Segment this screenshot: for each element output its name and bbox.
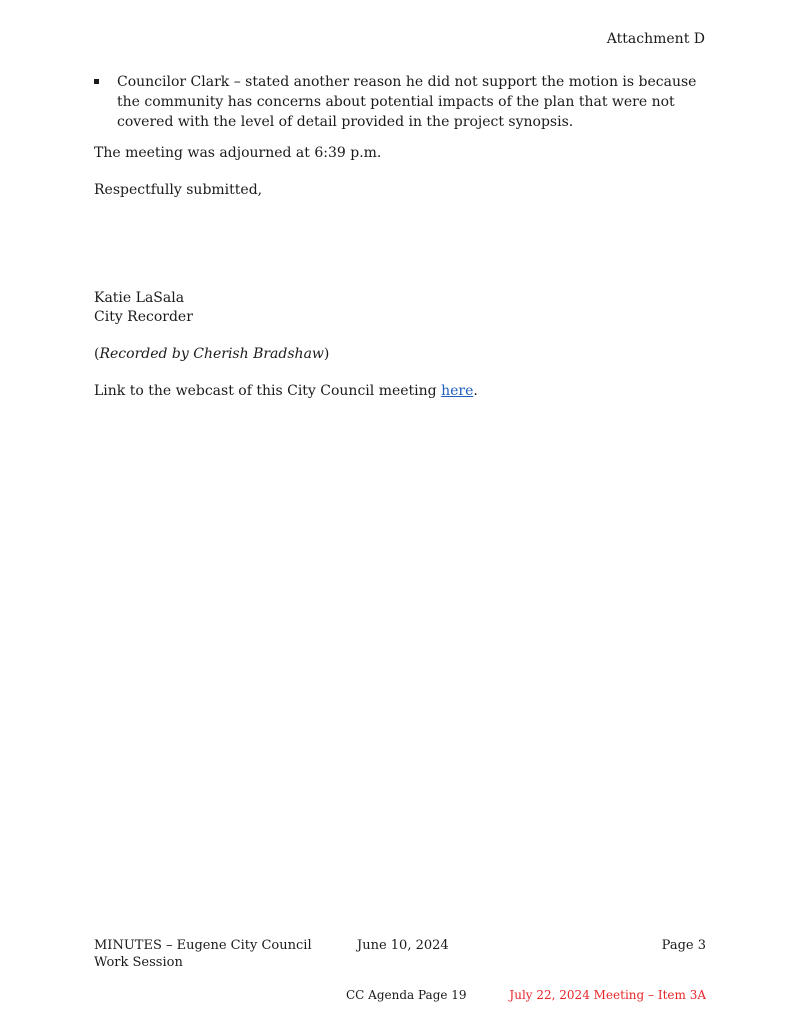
webcast-prefix: Link to the webcast of this City Council meeting bbox=[94, 383, 442, 399]
bullet-list bbox=[94, 72, 714, 132]
square-bullet-icon bbox=[94, 79, 99, 84]
footer-date: June 10, 2024 bbox=[357, 938, 449, 953]
meeting-item-label: July 22, 2024 Meeting – Item 3A bbox=[509, 988, 706, 1002]
signer-name: Katie LaSala bbox=[94, 290, 185, 306]
webcast-line bbox=[94, 381, 714, 401]
footer-title-line2: Work Session bbox=[94, 955, 183, 970]
webcast-suffix: . bbox=[473, 383, 478, 399]
webcast-link[interactable]: here bbox=[441, 383, 474, 399]
attachment-label: Attachment D bbox=[606, 31, 705, 47]
recorded-open-paren: ( bbox=[94, 346, 100, 362]
recorded-by-text: Recorded by Cherish Bradshaw bbox=[99, 346, 324, 362]
footer-title-line1: MINUTES – Eugene City Council bbox=[94, 938, 312, 953]
signer-title: City Recorder bbox=[94, 309, 193, 325]
bullet-text: Councilor Clark – stated another reason he did not support the motion is because the community has concerns about potential impacts of the plan that were not covered with the level of detail provided in the project synopsis. bbox=[117, 74, 697, 130]
recorded-by-note bbox=[94, 344, 714, 364]
list-item bbox=[94, 72, 714, 132]
recorded-close-paren: ) bbox=[323, 346, 330, 362]
closing-salutation: Respectfully submitted, bbox=[94, 182, 263, 198]
footer-title bbox=[94, 937, 312, 971]
agenda-page-label: CC Agenda Page 19 bbox=[346, 988, 467, 1002]
adjourned-statement: The meeting was adjourned at 6:39 p.m. bbox=[94, 145, 382, 161]
footer-page-number: Page 3 bbox=[661, 938, 706, 953]
